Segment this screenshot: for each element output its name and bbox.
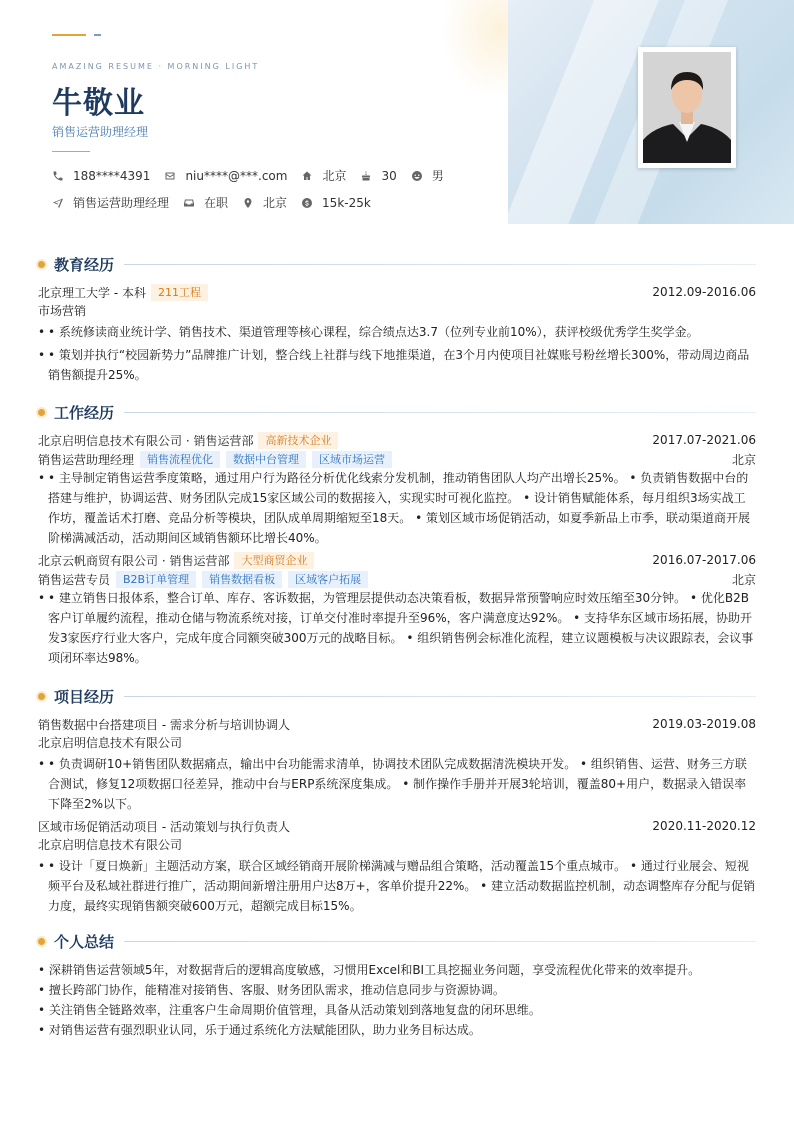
summary-item: • 深耕销售运营领域5年，对数据背后的逻辑高度敏感，习惯用Excel和BI工具挖掘业务问题，享受流程优化带来的效率提升。 [38,963,701,977]
smile-icon [411,170,423,182]
project-entry-header [38,816,756,836]
section-dot [38,409,45,416]
company-tag: 大型商贸企业 [234,552,314,569]
home-icon [301,170,313,182]
project-entry [38,714,756,814]
project-detail: • • 负责调研10+销售团队数据痛点，输出中台功能需求清单，协调技术团队完成数据清洗模块开发。 • 组织销售、运营、财务三方联合测试，修复12项数据口径差异，推动中台与ERP系统深度集成。 • 制作操作手册并开展3轮培训，覆盖80+用户，数据录入错误率下降至2%以下。 [38,754,756,814]
salary-item [301,196,371,210]
section-dot [38,261,45,268]
city-item [301,167,346,184]
company-name: 北京云帆商贸有限公司 · 销售运营部 [38,553,230,568]
profile-photo [643,52,731,163]
school-tag: 211工程 [151,284,208,301]
age-text: 30 [381,168,397,183]
candidate-title: 销售运营助理经理 [52,125,149,139]
work-date: 2017.07-2021.06 [652,433,756,447]
skill-tag: 数据中台管理 [226,451,306,468]
work-location: 北京 [731,452,756,467]
section-divider [124,696,756,697]
coin-icon [301,197,313,209]
education-major: 市场营销 [38,304,87,318]
summary-item: • 对销售运营有强烈职业认同，乐于通过系统化方法赋能团队，助力业务目标达成。 [38,1023,481,1037]
education-date: 2012.09-2016.06 [652,285,756,299]
section-dot [38,693,45,700]
intention-row [52,194,385,211]
section-dot [38,938,45,945]
company-name: 北京启明信息技术有限公司 · 销售运营部 [38,433,254,448]
work-section [38,400,756,668]
work-detail: • • 建立销售日报体系，整合订单、库存、客诉数据，为管理层提供动态决策看板，数据异常预警响应时效压缩至30分钟。 • 优化B2B客户订单履约流程，推动仓储与物流系统对接，订单交付准时率提升至96%，客户满意度达92%。 • 支持华东区域市场拓展，协助开发3家医疗行业大客户，完成年度合同额突破300万元的战略目标。 • 组织销售例会标准化流程，建立议题模板与决议跟踪表，会议事项闭环率达98%。 [38,588,756,668]
contact-row [52,167,458,184]
role-name: 销售运营专员 [38,572,111,587]
work-entry-header [38,550,756,570]
work-entry [38,550,756,668]
mail-icon [164,170,176,182]
project-company: 北京启明信息技术有限公司 [38,838,183,852]
education-entry-header [38,282,756,302]
age-item [360,169,396,183]
work-role-row [38,450,756,468]
summary-header [38,929,756,953]
inbox-icon [183,197,195,209]
position-item [52,194,169,211]
project-detail: • • 设计「夏日焕新」主题活动方案，联合区域经销商开展阶梯满减与赠品组合策略，活动覆盖15个重点城市。 • 通过行业展会、短视频平台及私域社群进行推广，活动期间新增注册用户达8万+，客单价提升22%。 • 建立活动数据监控机制，动态调整库存分配与促销力度，最终实现销售额突破600万元，超额完成目标15%。 [38,856,756,916]
project-entry-header [38,714,756,734]
education-header [38,252,756,276]
status-item [183,194,228,211]
project-company: 北京启明信息技术有限公司 [38,736,183,750]
salary-text: 15k-25k [322,195,371,210]
cake-icon [360,170,372,182]
position-text: 销售运营助理经理 [73,196,170,210]
work-role-row [38,570,756,588]
project-title: 销售数据中台搭建项目 - 需求分析与培训协调人 [38,717,290,732]
work-entry [38,430,756,548]
candidate-name: 牛敬业 [52,86,145,121]
summary-title: 个人总结 [54,932,115,951]
work-date: 2016.07-2017.06 [652,553,756,567]
resume-header [0,0,794,224]
location-item [242,194,287,211]
section-divider [124,941,756,942]
summary-section [38,929,756,1040]
role-name: 销售运营助理经理 [38,452,135,467]
phone-icon [52,170,64,182]
project-title: 区域市场促销活动项目 - 活动策划与执行负责人 [38,819,290,834]
phone-text: 188****4391 [73,168,151,183]
work-detail: • • 主导制定销售运营季度策略，通过用户行为路径分析优化线索分发机制，推动销售团队人均产出增长25%。 • 负责销售数据中台的搭建与维护，协调运营、财务团队完成15家区域公司的数据接入，实现实时可视化监控。 • 设计销售赋能体系，每月组织3场实战工作坊，覆盖话术打磨、竞品分析等模块，团队成单周期缩短至18天。 • 策划区域市场促销活动，如夏季新品上市季，联动渠道商开展阶梯满减活动，活动期间区域销售额环比增长40%。 [38,468,756,548]
gender-text: 男 [431,169,444,183]
gender-item [411,167,444,184]
projects-section [38,684,756,916]
profile-photo-frame [638,47,736,168]
project-date: 2020.11-2020.12 [652,819,756,833]
work-title: 工作经历 [54,403,115,422]
school-name: 北京理工大学 - 本科 [38,285,146,300]
skill-tag: 区域市场运营 [312,451,392,468]
work-entry-header [38,430,756,450]
send-icon [52,197,64,209]
projects-title: 项目经历 [54,687,115,706]
work-header [38,400,756,424]
project-date: 2019.03-2019.08 [652,717,756,731]
title-underline [52,151,90,152]
city-text: 北京 [322,169,347,183]
project-entry [38,816,756,916]
education-bullet: • • 系统修读商业统计学、销售技术、渠道管理等核心课程，综合绩点达3.7（位列专业前10%），获评校级优秀学生奖学金。 [38,322,756,342]
person-silhouette-icon [643,52,731,163]
location-pin-icon [242,197,254,209]
education-section [38,252,756,385]
skill-tag: 销售数据看板 [202,571,282,588]
email-item [164,169,287,183]
company-tag: 高新技术企业 [258,432,338,449]
work-location: 北京 [731,572,756,587]
education-bullet: • • 策划并执行“校园新势力”品牌推广计划，整合线上社群与线下地推渠道，在3个月内使项目社媒账号粉丝增长300%，带动周边商品销售额提升25%。 [38,345,756,385]
skill-tag: 区域客户拓展 [288,571,368,588]
skill-tag: B2B订单管理 [116,571,196,588]
section-divider [124,264,756,265]
status-text: 在职 [204,196,229,210]
summary-item: • 关注销售全链路效率，注重客户生命周期价值管理，具备从活动策划到落地复盘的闭环思维。 [38,1003,541,1017]
education-title: 教育经历 [54,255,115,274]
phone-item [52,169,150,183]
location-text: 北京 [263,196,288,210]
summary-item: • 擅长跨部门协作，能精准对接销售、客服、财务团队需求，推动信息同步与资源协调。 [38,983,505,997]
skill-tag: 销售流程优化 [140,451,220,468]
email-text: niu****@***.com [185,168,288,183]
section-divider [124,412,756,413]
header-tagline: AMAZING RESUME · MORNING LIGHT [52,62,260,71]
projects-header [38,684,756,708]
